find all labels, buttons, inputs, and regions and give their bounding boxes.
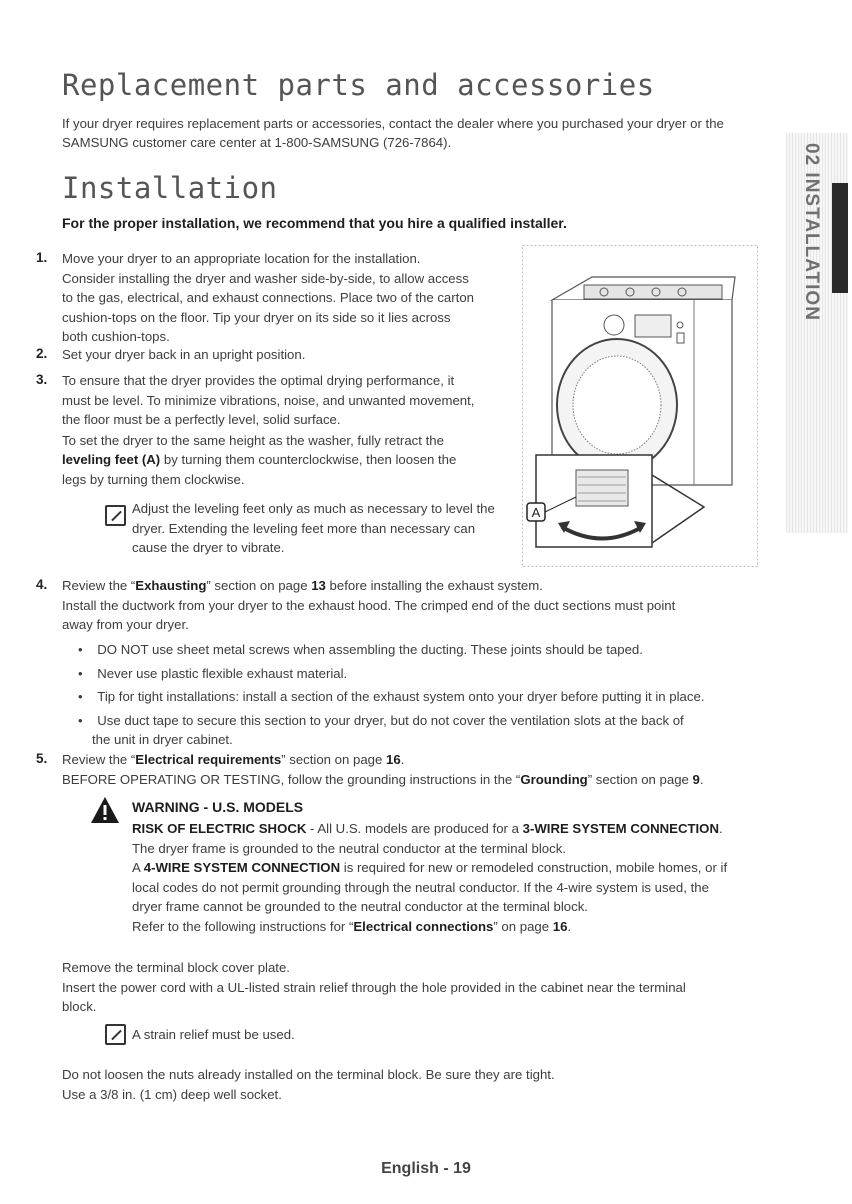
warning-icon: [90, 796, 120, 824]
note-icon: [105, 505, 126, 526]
dryer-display: [635, 315, 671, 337]
terminal-instructions: Remove the terminal block cover plate. Insert the power cord with a UL-listed strain relief through the hole provided in the cabinet near the terminal block.: [62, 960, 686, 1014]
replacement-body-line-1: If your dryer requires replacement parts or accessories, contact the dealer where you purchased your dryer or the: [62, 116, 724, 131]
replacement-body-line-2: SAMSUNG customer care center at 1-800-SAMSUNG (726-7864).: [62, 135, 452, 150]
step-4-bullets: • DO NOT use sheet metal screws when assembling the ducting. These joints should be taped. • Never use plastic flexible exhaust material. • Tip for tight installations: install a section of the exhaust system onto your dryer before putting it in place. • Use duct tape to secure this section to your dryer, but do not cover the ventilation slots at the back of the unit in dryer cabinet.: [78, 642, 705, 747]
step-2-text: Set your dryer back in an upright position.: [62, 347, 306, 362]
step-3-number: 3.: [36, 372, 48, 387]
step-4-number: 4.: [36, 577, 48, 592]
installation-intro: For the proper installation, we recommend that you hire a qualified installer.: [62, 215, 567, 231]
dryer-control-panel: [584, 285, 722, 299]
warning-body: RISK OF ELECTRIC SHOCK - All U.S. models are produced for a 3-WIRE SYSTEM CONNECTION. The dryer frame is grounded to the neutral conductor at the terminal block. A 4-WIRE SYSTEM CONNECTION is required for new or remodeled construction, mobile homes, or if local codes do not permit grounding through the neutral conductor. If the 4-wire system is used, the dryer frame cannot be grounded to the neutral conductor at the terminal block. Refer to the following instructions for “Electrical connections” on page 16.: [132, 821, 728, 934]
step-1-text: Move your dryer to an appropriate location for the installation. Consider installing the dryer and washer side-by-side, to allow access to the gas, electrical, and exhaust connections. Place two of the carton cushion-tops on the floor. Tip your dryer on its side so it lies across both cushion-tops.: [62, 251, 474, 344]
dryer-illustration: [522, 245, 758, 567]
step-5-number: 5.: [36, 751, 48, 766]
step-3-note: Adjust the leveling feet only as much as necessary to level the dryer. Extending the leveling feet more than necessary can cause the dryer to vibrate.: [132, 501, 495, 555]
step-3-text: To ensure that the dryer provides the optimal drying performance, it must be level. To minimize vibrations, noise, and unwanted movement, the floor must be a perfectly level, solid surface. To set the dryer to the same height as the washer, fully retract the leveling feet (A) by turning them counterclockwise, then loosen the legs by turning them clockwise.: [62, 373, 475, 487]
terminal-tightening: Do not loosen the nuts already installed on the terminal block. Be sure they are tight. Use a 3/8 in. (1 cm) deep well socket.: [62, 1067, 555, 1102]
step-5-text: Review the “Electrical requirements” section on page 16. BEFORE OPERATING OR TESTING, follow the grounding instructions in the “Grounding” section on page 9.: [62, 752, 704, 787]
chapter-tab-marker: [832, 183, 848, 293]
step-4-text: Review the “Exhausting” section on page 13 before installing the exhaust system. Install the ductwork from your dryer to the exhaust hood. The crimped end of the duct sections must point away from your dryer.: [62, 578, 676, 632]
note-icon-2: [105, 1024, 126, 1045]
warning-title: WARNING - U.S. MODELS: [132, 799, 304, 815]
step-1-number: 1.: [36, 250, 48, 265]
page-number: English - 19: [381, 1160, 471, 1177]
strain-relief-note: A strain relief must be used.: [132, 1027, 295, 1042]
replacement-title: Replacement parts and accessories: [62, 68, 655, 102]
step-2-number: 2.: [36, 346, 48, 361]
callout-a: A: [531, 505, 541, 520]
chapter-tab: [786, 133, 848, 533]
installation-title: Installation: [62, 171, 278, 205]
chapter-tab-label: 02 INSTALLATION: [801, 143, 822, 321]
